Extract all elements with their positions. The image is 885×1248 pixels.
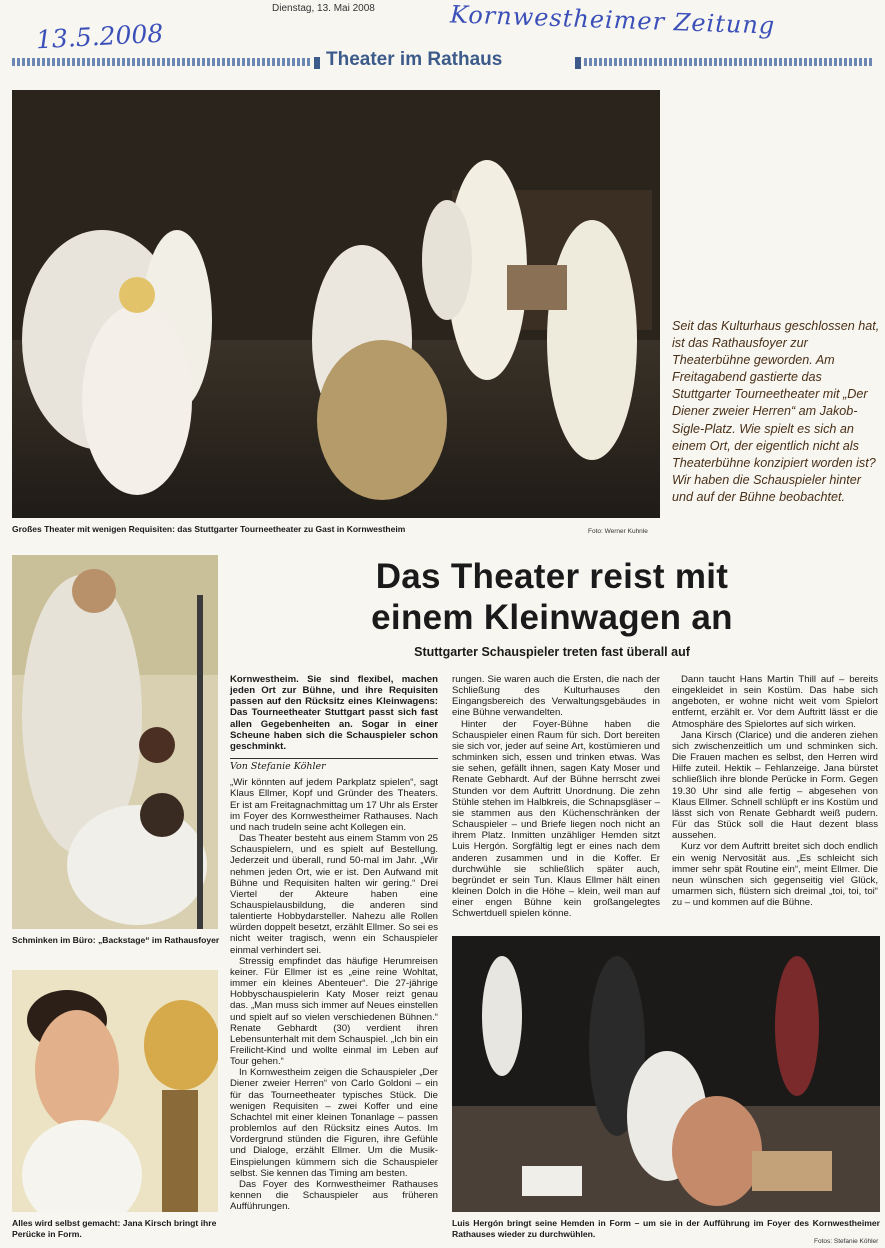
section-title: Theater im Rathaus [326,49,503,70]
teaser-text: Seit das Kulturhaus geschlossen hat, ist das Rathausfoyer zur Theaterbühne geworden. Am Freitagabend gastierte das Stuttgarter Tourneetheater mit „Der Diener zweier Herren“ am Jakob-Sigle-Platz. Wie spielt es sich an einem Ort, der eigentlich nicht als Theaterbühne konzipiert worden ist? Wir haben die Schauspieler hinter und auf der Bühne beobachtet. [672,319,880,504]
paragraph: In Kornwestheim zeigen die Schauspieler „Der Diener zweier Herren“ von Carlo Goldoni – ein für das Tourneetheater typisches Stück. Die wenigen Requisiten – zwei Koffer und eine Schachtel mit einer kleinen Tonanlage – passen problemlos auf den Rücksitz eines Autos. Im Vordergrund stünden die Figuren, ihre Gefühle und Dialoge, erzählt Ellmer. Um die Musik-Einspielungen kümmern sich die Schauspieler selbst. Sie kennen das Timing am besten. [230,1067,438,1179]
handwritten-date: 13.5.2008 [35,18,164,55]
article-lead [230,674,438,752]
handwritten-newspaper-name: Kornwestheimer Zeitung [449,0,776,40]
stage-photo-caption: Großes Theater mit wenigen Requisiten: das Stuttgarter Tourneetheater zu Gast in Kornwestheim [12,524,406,534]
byline: Von Stefanie Köhler [230,758,438,772]
paragraph: Das Foyer des Kornwestheimer Rathauses kennen die Schauspieler aus früheren Aufführungen. [230,1178,438,1213]
date-line: Dienstag, 13. Mai 2008 [272,3,375,14]
article-column-1 [230,674,438,1212]
headline-line-1: Das Theater reist mit [375,557,729,596]
shirts-photo-credit: Fotos: Stefanie Köhler [814,1238,879,1245]
backstage-makeup-photo [12,555,218,929]
section-marker-right [575,57,581,69]
stage-photo-credit: Foto: Werner Kuhnle [588,528,648,535]
paragraph: Hinter der Foyer-Bühne haben die Schauspieler einen Raum für sich. Dort bereiten sie sich vor, jeder auf seine Art, kostümieren und schminken sich, essen und trinken etwas. Was sie sehen, gefällt ihnen, sagen Katy Moser und Renate Gebhardt. Auf der Bühne herrscht zwei Stunden vor dem Auftritt Unordnung. Die zehn Stühle stehen im Halbkreis, die Schnapsgläser – sie stammen aus den Küchenschränken der Schauspieler – und Briefe liegen noch nicht an ihrem Platz. Inmitten unzähliger Hemden sitzt Luis Hergón. Sorgfältig legt er eines nach dem anderen zusammen und in die Koffer. Er durchwühle sie schließlich später auch, begründet er sein Tun. Klaus Ellmer hält einen kleinen Dolch in die Höhe – klein, weil man auf einer engen Bühne kein großangelegtes Schwertduell spielen könne. [452,718,660,920]
stage-photo [12,90,660,518]
paragraph: Das Theater besteht aus einem Stamm von 25 Schauspielern, und es spielt auf Bestellung. Jederzeit und überall, rund 50-mal im Jahr. „Wir nehmen jeden Ort, wie er ist. Den Aufwand mit Bühne und Requisiten halten wir gering.“ Drei Viertel der Akteure haben eine Schauspielausbildung, die anderen sind talentierte Hobbydarsteller. Nahezu alle Rollen würden doppelt besetzt, erzählt Ellmer. So sei es nicht weiter tragisch, wenn ein Schauspieler einmal verhindert sei. [230,833,438,956]
shirts-caption: Luis Hergón bringt seine Hemden in Form – um sie in der Aufführung im Foyer des Kornwestheimer Rathauses wieder zu durchwühlen. [452,1218,880,1239]
wig-caption: Alles wird selbst gemacht: Jana Kirsch bringt ihre Perücke in Form. [12,1218,217,1239]
lead-text: Sie sind flexibel, machen jeden Ort zur Bühne, und ihre Requisiten passen auf den Rücksitz eines Kleinwagens: Das Tourneetheater Stuttgart passt sich fast allen Gegebenheiten an. Sogar in einer Scheune haben sich die Schauspieler schon geschminkt. [230,674,438,752]
article-column-3 [672,674,878,908]
paragraph: Jana Kirsch (Clarice) und die anderen ziehen sich zwischenzeitlich um und schminken sich. Die Frauen machen es selbst, den Herren wird Hilfe zuteil. Hektik – Fehlanzeige. Jana bürstet schließlich ihre blonde Perücke in Form. Gegen 19.30 Uhr sind alle fertig – abgesehen von Klaus Ellmer. Schnell schlüpft er ins Kostüm und lässt sich von Renate Gebhardt weiß pudern. Für das Stück soll die Haut dezent blass aussehen. [672,729,878,842]
article-column-2 [452,674,660,919]
paragraph: Dann taucht Hans Martin Thill auf – bereits eingekleidet in sein Kostüm. Das habe sich angeboten, er wohne nicht weit vom Spielort entfernt, erzählt er. Vor dem Auftritt lässt er die Atmosphäre des Spielortes auf sich wirken. [672,674,878,730]
paragraph: rungen. Sie waren auch die Ersten, die nach der Schließung des Kulturhauses den Eingangsbereich des Verwaltungsgebäudes in eine Bühne verwandelten. [452,674,660,719]
paragraph: Stressig empfindet das häufige Herumreisen keiner. Für Ellmer ist es „eine reine Wohltat, immer ein kleines Abenteuer“. Die 27-jährige Hobbyschauspielerin Katy Moser reizt genau das. „Man muss sich immer auf Neues einstellen und spielt auf so vielen verschiedenen Bühnen.“ Renate Gebhardt (30) verdient ihren Lebensunterhalt mit dem Schauspiel. „Ich bin ein Freilicht-Kind und wollte einmal im Leben auf Tour gehen.“ [230,955,438,1068]
headline-line-2: einem Kleinwagen an [371,598,733,637]
subheadline: Stuttgarter Schauspieler treten fast überall auf [414,645,690,659]
backstage-makeup-caption: Schminken im Büro: „Backstage“ im Rathausfoyer [12,935,220,945]
paragraph: „Wir könnten auf jedem Parkplatz spielen“, sagt Klaus Ellmer, Kopf und Gründer des Theaters. Er ist am Freitagnachmittag um 17 Uhr als Erster im Foyer des Kornwestheimer Rathauses. Nach und nach trudeln seine acht Kollegen ein. [230,777,438,833]
section-bar-left [12,58,312,66]
section-bar-right [584,58,872,66]
section-marker [314,57,320,69]
wig-photo [12,970,218,1212]
lead-place: Kornwestheim. [230,674,299,685]
paragraph: Kurz vor dem Auftritt breitet sich doch endlich ein wenig Nervosität aus. „Es schleicht sich immer sehr spät Routine ein“, meint Ellmer. Die neun wünschen sich gegenseitig viel Glück, umarmen sich, flüstern sich dreimal „toi, toi, toi“ zu – und kommen auf die Bühne. [672,841,878,909]
shirts-photo [452,936,880,1212]
